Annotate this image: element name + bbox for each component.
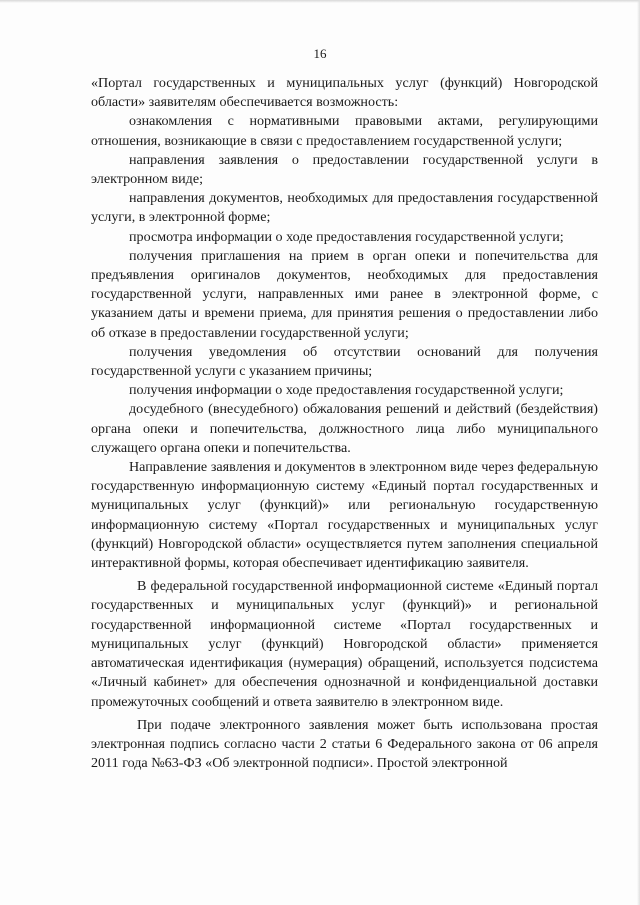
paragraph-intro: «Портал государственных и муниципальных услуг (функций) Новгородской области» заявителям обеспечивается возможность: — [91, 75, 598, 111]
paragraph-item-invitation: получения приглашения на прием в орган опеки и попечительства для предъявления оригиналов документов, необходимых для предоставления государственной услуги, направленных ими ранее в электронной форме, с указанием даты и времени приема, для принятия решения о предоставлении либо об отказе в предоставлении государственной услуги; — [91, 247, 598, 341]
paragraph-item-refusal-notice: получения уведомления об отсутствии оснований для получения государственной услуги с указанием причины; — [91, 343, 598, 380]
paragraph-item-progress-info: получения информации о ходе предоставления государственной услуги; — [129, 382, 564, 399]
paragraph-item-view-progress: просмотра информации о ходе предоставления государственной услуги; — [129, 228, 564, 245]
paragraph-item-send-documents: направления документов, необходимых для предоставления государственной услуги, в электронной форме; — [91, 190, 598, 226]
scan-edge-top — [0, 0, 640, 3]
paragraph-item-legal-acts: ознакомления с нормативными правовыми актами, регулирующими отношения, возникающие в связи с предоставлением государственной услуги; — [91, 113, 598, 149]
document-body — [91, 74, 598, 773]
paragraph-item-send-application: направления заявления о предоставлении государственной услуги в электронном виде; — [91, 151, 598, 188]
paragraph-identification: В федеральной государственной информационной системе «Единый портал государственных и муниципальных услуг (функций)» и региональной государственной информационной системе «Портал государственных и муниципальных услуг (функций) Новгородской области» применяется автоматическая идентификация (нумерация) обращений, используется подсистема «Личный кабинет» для обеспечения однозначной и конфиденциальной доставки промежуточных сообщений и ответа заявителю в электронном виде. — [91, 578, 598, 710]
paragraph-electronic-signature: При подаче электронного заявления может быть использована простая электронная подпись согласно части 2 статьи 6 Федерального закона от 06 апреля 2011 года №63-ФЗ «Об электронной подписи». Простой электронной — [91, 716, 598, 772]
paragraph-item-appeal: досудебного (внесудебного) обжалования решений и действий (бездействия) органа опеки и попечительства, должностного лица либо муниципального служащего органа опеки и попечительства. — [91, 401, 598, 456]
page-number: 16 — [313, 46, 327, 61]
paragraph-electronic-submission: Направление заявления и документов в электронном виде через федеральную государственную информационную систему «Единый портал государственных и муниципальных услуг (функций)» или региональную государственную информационную систему «Портал государственных и муниципальных услуг (функций) Новгородской области» осуществляется путем заполнения специальной интерактивной формы, которая обеспечивает идентификацию заявителя. — [91, 459, 598, 572]
